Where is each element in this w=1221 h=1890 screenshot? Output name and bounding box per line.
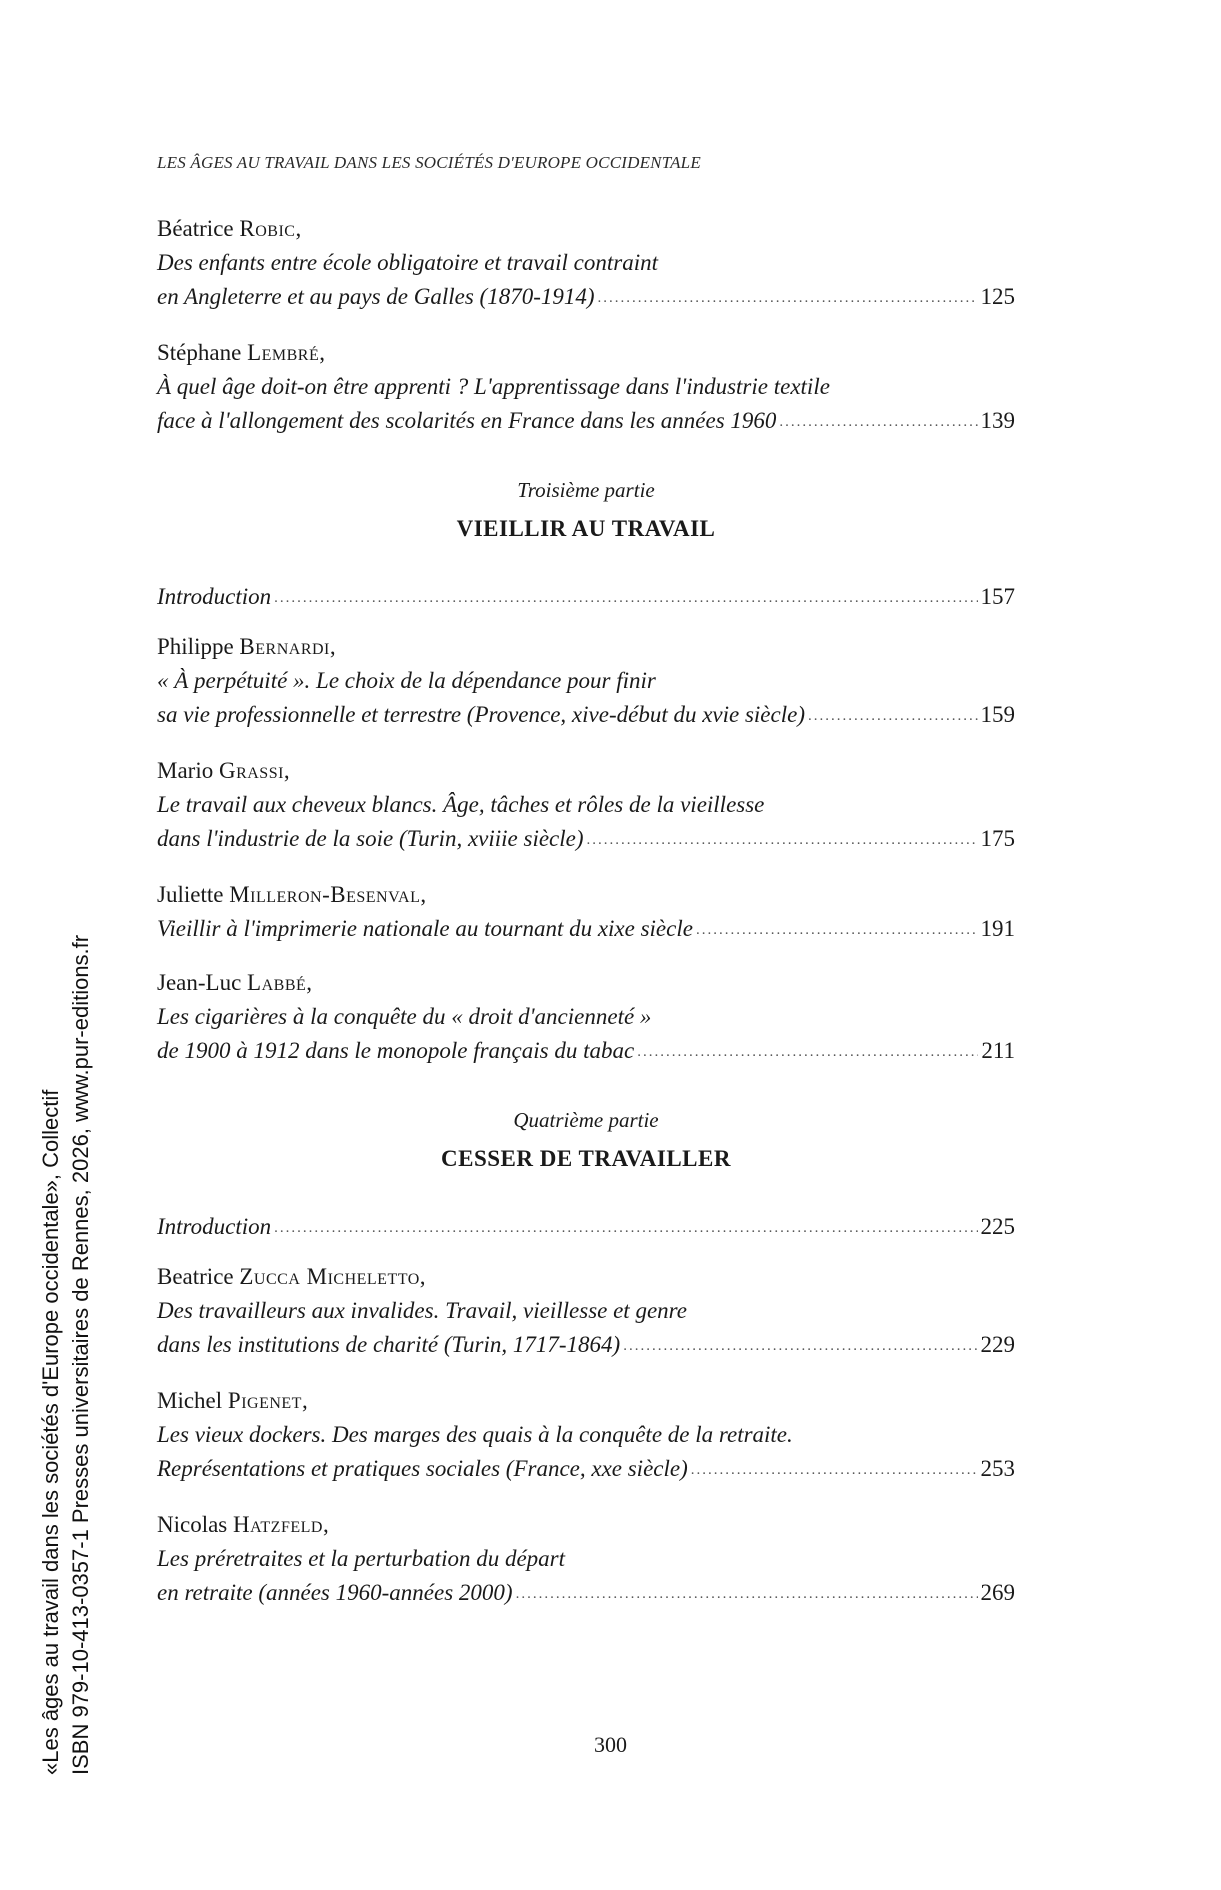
part-label: Troisième partie	[517, 478, 655, 502]
entry-title-last-line: en retraite (années 1960-années 2000) ..... 269	[157, 1576, 1015, 1610]
part-title: CESSER DE TRAVAILLER	[441, 1146, 731, 1171]
toc-entry	[157, 336, 1015, 438]
entry-title-last-line: sa vie professionnelle et terrestre (Provence, xive-début du xvie siècle) ..... 159	[157, 698, 1015, 732]
entry-title: Les préretraites et la perturbation du départ	[157, 1546, 566, 1571]
page-number: 125	[980, 284, 1015, 309]
entry-author: Beatrice Zucca Micheletto,	[157, 1264, 427, 1289]
entry-author: Nicolas Hatzfeld,	[157, 1512, 330, 1537]
toc-entry	[157, 212, 1015, 314]
entry-author: Michel Pigenet,	[157, 1388, 309, 1413]
entry-title-last-line: en Angleterre et au pays de Galles (1870-1914) ..... 125	[157, 280, 1015, 314]
page-number: 139	[980, 408, 1015, 433]
entry-author: Béatrice Robic,	[157, 216, 302, 241]
entry-title: Les vieux dockers. Des marges des quais à la conquête de la retraite.	[157, 1422, 793, 1447]
entry-title-last-line: Vieillir à l'imprimerie nationale au tournant du xixe siècle ..... 191	[157, 912, 1015, 946]
entry-author: Mario Grassi,	[157, 758, 291, 783]
toc-entry	[157, 966, 1015, 1068]
entry-title-last-line: dans l'industrie de la soie (Turin, xviiie siècle) ..... 175	[157, 822, 1015, 856]
page-number: 191	[980, 916, 1015, 941]
toc-entry	[157, 1260, 1015, 1362]
entry-title-last-line: dans les institutions de charité (Turin, 1717-1864) ..... 229	[157, 1328, 1015, 1362]
toc-entry	[157, 754, 1015, 856]
toc-entry	[157, 1384, 1015, 1486]
toc-entry	[157, 1508, 1015, 1610]
page-number: 159	[980, 702, 1015, 727]
page-number: 253	[980, 1456, 1015, 1481]
entry-author: Philippe Bernardi,	[157, 634, 337, 659]
toc-entry	[157, 878, 1015, 946]
entry-title-last-line: de 1900 à 1912 dans le monopole français du tabac ..... 211	[157, 1034, 1015, 1068]
entry-title: Des travailleurs aux invalides. Travail, vieillesse et genre	[157, 1298, 687, 1323]
entry-title: Des enfants entre école obligatoire et travail contraint	[157, 250, 659, 275]
page-number: 225	[980, 1214, 1015, 1239]
entry-author: Jean-Luc Labbé,	[157, 970, 313, 995]
toc-entry-introduction: Introduction ..... 157	[157, 580, 1015, 614]
page-number: 175	[980, 826, 1015, 851]
page-number-folio: 300	[594, 1732, 627, 1757]
toc-entry	[157, 630, 1015, 732]
entry-title: À quel âge doit-on être apprenti ? L'apprentissage dans l'industrie textile	[157, 374, 830, 399]
copyright-side-note: «Les âges au travail dans les sociétés d'Europe occidentale», Collectif ISBN 979-10-413-0357-1 Presses universitaires de Rennes, 2026, www.pur-editions.fr	[38, 934, 93, 1775]
entry-title: Le travail aux cheveux blancs. Âge, tâches et rôles de la vieillesse	[157, 792, 765, 817]
running-head: LES ÂGES AU TRAVAIL DANS LES SOCIÉTÉS D'EUROPE OCCIDENTALE	[157, 153, 701, 172]
page-number: 211	[981, 1038, 1015, 1063]
entry-title-last-line: face à l'allongement des scolarités en France dans les années 1960 ..... 139	[157, 404, 1015, 438]
entry-author: Juliette Milleron-Besenval,	[157, 882, 427, 907]
page-number: 229	[980, 1332, 1015, 1357]
entry-title: Les cigarières à la conquête du « droit d'ancienneté »	[157, 1004, 652, 1029]
part-label: Quatrième partie	[513, 1108, 659, 1132]
entry-title: « À perpétuité ». Le choix de la dépendance pour finir	[157, 668, 656, 693]
entry-title-last-line: Représentations et pratiques sociales (France, xxe siècle) ..... 253	[157, 1452, 1015, 1486]
toc-entry-introduction: Introduction ..... 225	[157, 1210, 1015, 1244]
page-number: 269	[980, 1580, 1015, 1605]
page-number: 157	[980, 584, 1015, 609]
entry-author: Stéphane Lembré,	[157, 340, 326, 365]
part-title: VIEILLIR AU TRAVAIL	[456, 516, 716, 541]
